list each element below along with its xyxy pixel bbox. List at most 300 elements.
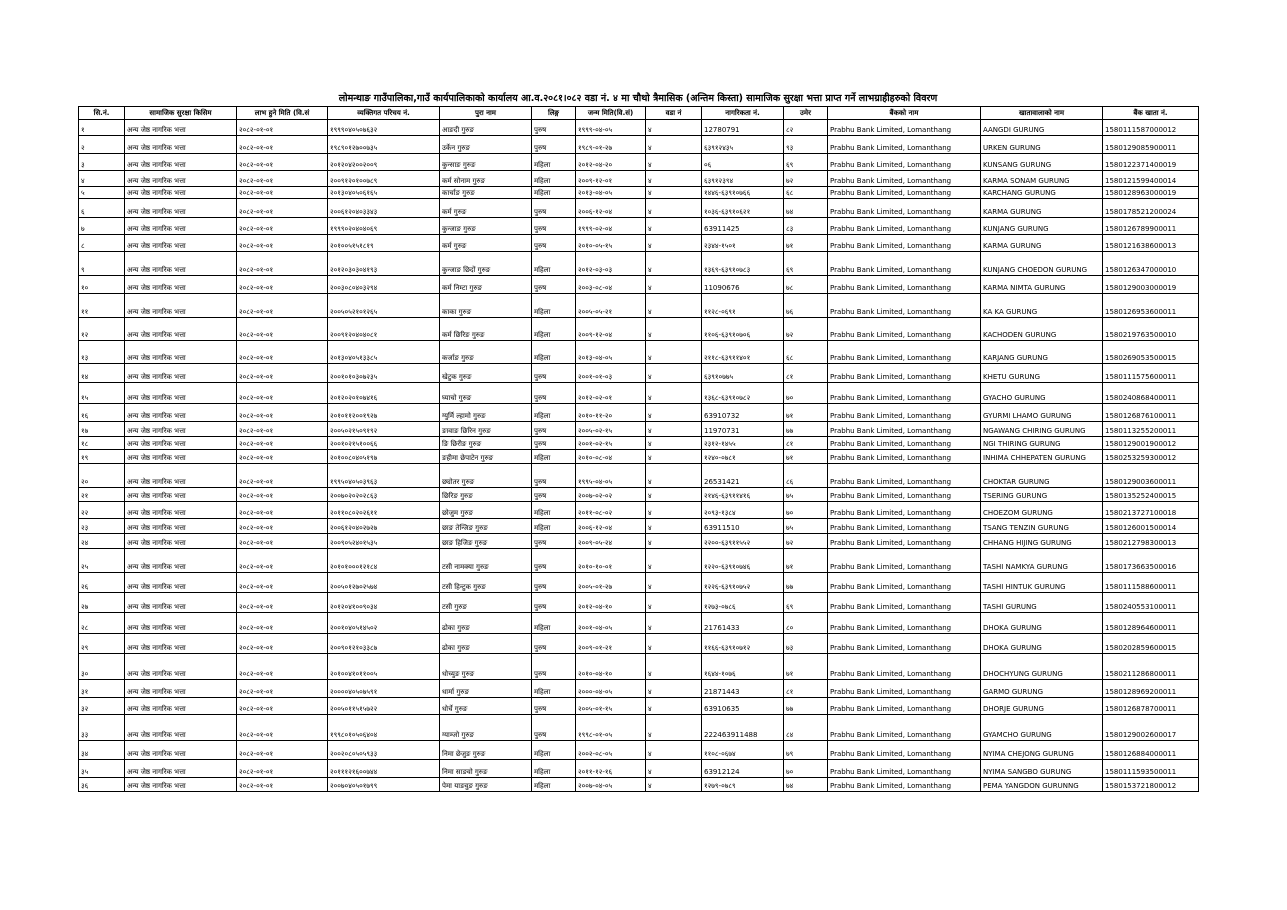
col-citizenship-cell: 63910635 <box>702 698 784 715</box>
table-row <box>79 778 1199 792</box>
col-bank-name-cell: Prabhu Bank Limited, Lomanthang <box>828 450 981 464</box>
col-citizenship-cell: १०३६-६३९१०६२१ <box>702 199 784 218</box>
col-birth-date-cell: १९९८-०१-०५ <box>576 715 646 741</box>
col-age-cell: ९३ <box>784 136 828 154</box>
table-row <box>79 120 1199 136</box>
col-account-holder-cell: AANGDI GURUNG <box>981 120 1103 136</box>
col-security-type-cell: अन्य जेष्ठ नागरिक भत्ता <box>125 383 237 404</box>
col-ward-cell: ४ <box>646 422 702 437</box>
table-row <box>79 252 1199 276</box>
col-personal-id-cell: २०१००४१०११००५ <box>328 654 440 680</box>
col-citizenship-cell: 21761433 <box>702 613 784 634</box>
col-ward-cell: ४ <box>646 171 702 187</box>
col-bank-name-cell: Prabhu Bank Limited, Lomanthang <box>828 519 981 534</box>
table-row <box>79 534 1199 549</box>
col-birth-date-cell: २०१०-०५-१५ <box>576 235 646 252</box>
col-bank-name-cell: Prabhu Bank Limited, Lomanthang <box>828 235 981 252</box>
col-bank-name-cell: Prabhu Bank Limited, Lomanthang <box>828 154 981 171</box>
col-benefit-date-cell: २०८२-०१-०१ <box>237 450 328 464</box>
col-benefit-date-cell: २०८२-०१-०१ <box>237 573 328 593</box>
col-bank-name-cell: Prabhu Bank Limited, Lomanthang <box>828 341 981 364</box>
col-account-number-cell: 1580135252400015 <box>1103 488 1199 502</box>
col-gender-cell: पुरुष <box>532 654 576 680</box>
col-gender-cell: महिला <box>532 519 576 534</box>
col-age-cell: ७० <box>784 502 828 519</box>
col-account-holder-cell: NYIMA SANGBO GURUNG <box>981 760 1103 778</box>
header-col-account-holder: खातावालाको नाम <box>981 107 1103 120</box>
col-personal-id-cell: २०१०११२००१९२७ <box>328 404 440 422</box>
col-ward-cell: ४ <box>646 654 702 680</box>
col-serial-cell: १९ <box>79 450 125 464</box>
table-row <box>79 549 1199 573</box>
header-col-age: उमेर <box>784 107 828 120</box>
col-personal-id-cell: १९९९०४०५०७६३२ <box>328 120 440 136</box>
col-citizenship-cell: २११८-६३९११४०१ <box>702 341 784 364</box>
col-ward-cell: ४ <box>646 519 702 534</box>
col-personal-id-cell: २००७०२०२०२८६३ <box>328 488 440 502</box>
col-account-holder-cell: KARMA SONAM GURUNG <box>981 171 1103 187</box>
col-security-type-cell: अन्य जेष्ठ नागरिक भत्ता <box>125 573 237 593</box>
col-age-cell: ७२ <box>784 171 828 187</box>
col-birth-date-cell: २००२-०८-०५ <box>576 741 646 760</box>
col-personal-id-cell: २०१२०२०१०७४१६ <box>328 383 440 404</box>
col-benefit-date-cell: २०८२-०१-०१ <box>237 437 328 450</box>
col-benefit-date-cell: २०८२-०१-०१ <box>237 760 328 778</box>
col-benefit-date-cell: २०८२-०१-०१ <box>237 778 328 792</box>
col-age-cell: ७१ <box>784 549 828 573</box>
col-serial-cell: २२ <box>79 502 125 519</box>
col-account-holder-cell: NYIMA CHEJONG GURUNG <box>981 741 1103 760</box>
col-age-cell: ६८ <box>784 341 828 364</box>
col-security-type-cell: अन्य जेष्ठ नागरिक भत्ता <box>125 778 237 792</box>
col-gender-cell: महिला <box>532 341 576 364</box>
col-bank-name-cell: Prabhu Bank Limited, Lomanthang <box>828 120 981 136</box>
table-row <box>79 593 1199 613</box>
col-citizenship-cell: ६३९१०७७५ <box>702 364 784 383</box>
col-security-type-cell: अन्य जेष्ठ नागरिक भत्ता <box>125 450 237 464</box>
col-full-name-cell: कर्म सोनाम गुरुङ <box>440 171 532 187</box>
col-ward-cell: ४ <box>646 741 702 760</box>
col-citizenship-cell: 11090676 <box>702 276 784 294</box>
col-serial-cell: २१ <box>79 488 125 502</box>
col-full-name-cell: धार्मा गुरुङ <box>440 680 532 698</box>
col-ward-cell: ४ <box>646 488 702 502</box>
col-account-number-cell: 1580129002600017 <box>1103 715 1199 741</box>
col-account-holder-cell: DHOKA GURUNG <box>981 613 1103 634</box>
col-full-name-cell: ढोका गुरुङ <box>440 613 532 634</box>
col-citizenship-cell: 63911510 <box>702 519 784 534</box>
col-birth-date-cell: १९८९-०१-२७ <box>576 136 646 154</box>
col-personal-id-cell: २००५०५२१०१२६५ <box>328 294 440 318</box>
col-bank-name-cell: Prabhu Bank Limited, Lomanthang <box>828 654 981 680</box>
col-account-holder-cell: TASHI HINTUK GURUNG <box>981 573 1103 593</box>
col-citizenship-cell: १६४४-१०७६ <box>702 654 784 680</box>
col-birth-date-cell: २००७-०४-०५ <box>576 778 646 792</box>
col-age-cell: ७८ <box>784 276 828 294</box>
col-benefit-date-cell: २०८२-०१-०१ <box>237 294 328 318</box>
col-birth-date-cell: २०१०-०८-०४ <box>576 450 646 464</box>
col-serial-cell: २५ <box>79 549 125 573</box>
col-benefit-date-cell: २०८२-०१-०१ <box>237 488 328 502</box>
col-birth-date-cell: २००३-०८-०४ <box>576 276 646 294</box>
col-citizenship-cell: १२४०-०७८१ <box>702 450 784 464</box>
col-benefit-date-cell: २०८२-०१-०१ <box>237 654 328 680</box>
col-security-type-cell: अन्य जेष्ठ नागरिक भत्ता <box>125 318 237 341</box>
col-birth-date-cell: २०१३-०४-०५ <box>576 341 646 364</box>
col-security-type-cell: अन्य जेष्ठ नागरिक भत्ता <box>125 341 237 364</box>
col-age-cell: ७२ <box>784 534 828 549</box>
col-serial-cell: ३१ <box>79 680 125 698</box>
col-gender-cell: महिला <box>532 450 576 464</box>
table-row <box>79 187 1199 199</box>
col-citizenship-cell: ११०८-०६७४ <box>702 741 784 760</box>
table-row <box>79 464 1199 488</box>
col-serial-cell: ११ <box>79 294 125 318</box>
col-account-holder-cell: CHHANG HIJING GURUNG <box>981 534 1103 549</box>
col-account-holder-cell: GARMO GURUNG <box>981 680 1103 698</box>
col-serial-cell: ८ <box>79 235 125 252</box>
col-age-cell: ६९ <box>784 252 828 276</box>
col-account-holder-cell: KACHODEN GURUNG <box>981 318 1103 341</box>
col-full-name-cell: ढोका गुरुङ <box>440 634 532 654</box>
col-ward-cell: ४ <box>646 698 702 715</box>
col-benefit-date-cell: २०८२-०१-०१ <box>237 613 328 634</box>
col-account-holder-cell: CHOEZOM GURUNG <box>981 502 1103 519</box>
col-security-type-cell: अन्य जेष्ठ नागरिक भत्ता <box>125 154 237 171</box>
col-birth-date-cell: २००५-०१-१५ <box>576 698 646 715</box>
table-row <box>79 741 1199 760</box>
col-age-cell: ८३ <box>784 218 828 235</box>
col-account-holder-cell: KARCHANG GURUNG <box>981 187 1103 199</box>
col-security-type-cell: अन्य जेष्ठ नागरिक भत्ता <box>125 741 237 760</box>
col-gender-cell: पुरुष <box>532 573 576 593</box>
col-gender-cell: महिला <box>532 502 576 519</box>
col-personal-id-cell: २००७०४०५०१७९९ <box>328 778 440 792</box>
col-serial-cell: २० <box>79 464 125 488</box>
col-account-holder-cell: DHOKA GURUNG <box>981 634 1103 654</box>
col-security-type-cell: अन्य जेष्ठ नागरिक भत्ता <box>125 276 237 294</box>
col-security-type-cell: अन्य जेष्ठ नागरिक भत्ता <box>125 199 237 218</box>
table-row <box>79 404 1199 422</box>
col-benefit-date-cell: २०८२-०१-०१ <box>237 502 328 519</box>
col-citizenship-cell: 63910732 <box>702 404 784 422</box>
col-benefit-date-cell: २०८२-०१-०१ <box>237 422 328 437</box>
col-account-holder-cell: PEMA YANGDON GURUNNG <box>981 778 1103 792</box>
col-citizenship-cell: ११६६-६३९१०७१२ <box>702 634 784 654</box>
col-serial-cell: १६ <box>79 404 125 422</box>
col-personal-id-cell: १९८९०१२७००७३५ <box>328 136 440 154</box>
col-security-type-cell: अन्य जेष्ठ नागरिक भत्ता <box>125 698 237 715</box>
col-gender-cell: पुरुष <box>532 634 576 654</box>
col-citizenship-cell: २१४६-६३९११४१६ <box>702 488 784 502</box>
col-bank-name-cell: Prabhu Bank Limited, Lomanthang <box>828 171 981 187</box>
col-benefit-date-cell: २०८२-०१-०१ <box>237 534 328 549</box>
col-benefit-date-cell: २०८२-०१-०१ <box>237 464 328 488</box>
col-age-cell: ८२ <box>784 120 828 136</box>
col-birth-date-cell: २००९-०५-२४ <box>576 534 646 549</box>
col-bank-name-cell: Prabhu Bank Limited, Lomanthang <box>828 760 981 778</box>
col-personal-id-cell: २००६१२०४०२७२७ <box>328 519 440 534</box>
col-personal-id-cell: २००३०८०४०३२९४ <box>328 276 440 294</box>
col-account-number-cell: 1580219763500010 <box>1103 318 1199 341</box>
col-gender-cell: पुरुष <box>532 437 576 450</box>
col-gender-cell: महिला <box>532 294 576 318</box>
col-serial-cell: ७ <box>79 218 125 235</box>
col-account-number-cell: 1580111575600011 <box>1103 364 1199 383</box>
col-bank-name-cell: Prabhu Bank Limited, Lomanthang <box>828 698 981 715</box>
col-serial-cell: ६ <box>79 199 125 218</box>
col-full-name-cell: ग्युर्मि ल्हामो गुरुङ <box>440 404 532 422</box>
col-serial-cell: २७ <box>79 593 125 613</box>
col-benefit-date-cell: २०८२-०१-०१ <box>237 318 328 341</box>
col-gender-cell: पुरुष <box>532 383 576 404</box>
col-ward-cell: ४ <box>646 613 702 634</box>
col-security-type-cell: अन्य जेष्ठ नागरिक भत्ता <box>125 422 237 437</box>
col-personal-id-cell: २००१०२१५१००६६ <box>328 437 440 450</box>
col-ward-cell: ४ <box>646 404 702 422</box>
col-account-holder-cell: DHOCHYUNG GURUNG <box>981 654 1103 680</box>
col-bank-name-cell: Prabhu Bank Limited, Lomanthang <box>828 502 981 519</box>
col-account-number-cell: 1580129085900011 <box>1103 136 1199 154</box>
col-ward-cell: ४ <box>646 294 702 318</box>
table-row <box>79 613 1199 634</box>
header-col-security-type: सामाजिक सुरक्षा किसिम <box>125 107 237 120</box>
col-personal-id-cell: २०११०८०२०२६११ <box>328 502 440 519</box>
col-ward-cell: ४ <box>646 573 702 593</box>
col-birth-date-cell: २००९-१२-०१ <box>576 171 646 187</box>
table-row <box>79 218 1199 235</box>
col-serial-cell: २९ <box>79 634 125 654</box>
col-personal-id-cell: २०१३०४०५१३३८५ <box>328 341 440 364</box>
col-benefit-date-cell: २०८२-०१-०१ <box>237 341 328 364</box>
col-bank-name-cell: Prabhu Bank Limited, Lomanthang <box>828 318 981 341</box>
col-gender-cell: पुरुष <box>532 364 576 383</box>
col-citizenship-cell: 63911425 <box>702 218 784 235</box>
col-citizenship-cell: १३६८-६३९१०७८२ <box>702 383 784 404</box>
col-personal-id-cell: २०१००५१५१८१९ <box>328 235 440 252</box>
col-gender-cell: महिला <box>532 318 576 341</box>
col-security-type-cell: अन्य जेष्ठ नागरिक भत्ता <box>125 218 237 235</box>
col-gender-cell: पुरुष <box>532 276 576 294</box>
col-benefit-date-cell: २०८२-०१-०१ <box>237 171 328 187</box>
col-full-name-cell: निमा साङवो गुरुङ <box>440 760 532 778</box>
col-gender-cell: पुरुष <box>532 422 576 437</box>
col-citizenship-cell: १३६९-६३९१०७८३ <box>702 252 784 276</box>
col-birth-date-cell: २००५-०५-२१ <box>576 294 646 318</box>
col-full-name-cell: ङि छिरीङ गुरुङ <box>440 437 532 450</box>
col-personal-id-cell: १९९९०२०४०४०६९ <box>328 218 440 235</box>
col-personal-id-cell: २००९१२०४०४०८१ <box>328 318 440 341</box>
col-personal-id-cell: २००१०१०३०७२३५ <box>328 364 440 383</box>
col-account-holder-cell: TSERING GURUNG <box>981 488 1103 502</box>
col-personal-id-cell: २००९१२०१००७८९ <box>328 171 440 187</box>
col-account-number-cell: 1580269053500015 <box>1103 341 1199 364</box>
col-security-type-cell: अन्य जेष्ठ नागरिक भत्ता <box>125 634 237 654</box>
col-citizenship-cell: २०९३-१३८४ <box>702 502 784 519</box>
col-bank-name-cell: Prabhu Bank Limited, Lomanthang <box>828 383 981 404</box>
col-serial-cell: २८ <box>79 613 125 634</box>
col-full-name-cell: ङावाङ छिरिन गुरुङ <box>440 422 532 437</box>
col-personal-id-cell: २००९०५२४०१५३५ <box>328 534 440 549</box>
col-age-cell: ८० <box>784 613 828 634</box>
col-full-name-cell: कर्जाङ गुरुङ <box>440 341 532 364</box>
col-serial-cell: १४ <box>79 364 125 383</box>
col-birth-date-cell: १९९९-०२-०४ <box>576 218 646 235</box>
col-bank-name-cell: Prabhu Bank Limited, Lomanthang <box>828 573 981 593</box>
col-bank-name-cell: Prabhu Bank Limited, Lomanthang <box>828 715 981 741</box>
col-account-holder-cell: KHETU GURUNG <box>981 364 1103 383</box>
col-account-holder-cell: KUNJANG GURUNG <box>981 218 1103 235</box>
table-row <box>79 573 1199 593</box>
col-security-type-cell: अन्य जेष्ठ नागरिक भत्ता <box>125 294 237 318</box>
header-col-personal-id: व्यक्तिगत परिचय नं. <box>328 107 440 120</box>
col-account-number-cell: 1580129001900012 <box>1103 437 1199 450</box>
col-gender-cell: पुरुष <box>532 120 576 136</box>
col-birth-date-cell: २०१३-०४-०५ <box>576 187 646 199</box>
col-account-holder-cell: KARJANG GURUNG <box>981 341 1103 364</box>
col-ward-cell: ४ <box>646 383 702 404</box>
col-full-name-cell: छाङ तेन्जिङ गुरुङ <box>440 519 532 534</box>
col-serial-cell: १५ <box>79 383 125 404</box>
table-row <box>79 654 1199 680</box>
col-age-cell: ७७ <box>784 422 828 437</box>
col-age-cell: ८१ <box>784 364 828 383</box>
col-serial-cell: ३५ <box>79 760 125 778</box>
table-row <box>79 502 1199 519</box>
col-ward-cell: ४ <box>646 549 702 573</box>
table-header-row <box>79 107 1199 120</box>
col-full-name-cell: छ्योतर गुरुङ <box>440 464 532 488</box>
col-age-cell: ७६ <box>784 294 828 318</box>
col-account-number-cell: 1580126878700011 <box>1103 698 1199 715</box>
col-gender-cell: महिला <box>532 404 576 422</box>
col-full-name-cell: छोजुम गुरुङ <box>440 502 532 519</box>
col-serial-cell: ४ <box>79 171 125 187</box>
col-citizenship-cell: १२२६-६३९१०७५२ <box>702 573 784 593</box>
col-full-name-cell: काका गुरुङ <box>440 294 532 318</box>
col-serial-cell: ३० <box>79 654 125 680</box>
col-security-type-cell: अन्य जेष्ठ नागरिक भत्ता <box>125 534 237 549</box>
table-row <box>79 294 1199 318</box>
col-gender-cell: महिला <box>532 187 576 199</box>
col-personal-id-cell: १९९८०१०५०६४०४ <box>328 715 440 741</box>
col-account-number-cell: 1580126347000010 <box>1103 252 1199 276</box>
col-age-cell: ८६ <box>784 464 828 488</box>
col-serial-cell: ९ <box>79 252 125 276</box>
col-birth-date-cell: २००१-०१-०३ <box>576 364 646 383</box>
table-row <box>79 154 1199 171</box>
table-row <box>79 383 1199 404</box>
col-gender-cell: पुरुष <box>532 593 576 613</box>
col-account-holder-cell: DHORJE GURUNG <box>981 698 1103 715</box>
col-benefit-date-cell: २०८२-०१-०१ <box>237 235 328 252</box>
col-bank-name-cell: Prabhu Bank Limited, Lomanthang <box>828 593 981 613</box>
col-gender-cell: पुरुष <box>532 464 576 488</box>
col-personal-id-cell: २००१०४०५१४५०२ <box>328 613 440 634</box>
col-age-cell: ७२ <box>784 318 828 341</box>
col-bank-name-cell: Prabhu Bank Limited, Lomanthang <box>828 364 981 383</box>
col-personal-id-cell: २००६१२०४०३३४३ <box>328 199 440 218</box>
col-ward-cell: ४ <box>646 593 702 613</box>
col-account-number-cell: 1580253259300012 <box>1103 450 1199 464</box>
col-birth-date-cell: २००६-१२-०४ <box>576 199 646 218</box>
col-account-number-cell: 1580212798300013 <box>1103 534 1199 549</box>
col-full-name-cell: धोर्चे गुरुङ <box>440 698 532 715</box>
col-age-cell: ७० <box>784 760 828 778</box>
col-gender-cell: पुरुष <box>532 549 576 573</box>
col-full-name-cell: पेमा याङवुङ गुरुङ <box>440 778 532 792</box>
col-age-cell: ८१ <box>784 437 828 450</box>
col-security-type-cell: अन्य जेष्ठ नागरिक भत्ता <box>125 519 237 534</box>
col-age-cell: ७७ <box>784 698 828 715</box>
col-account-number-cell: 1580111588600011 <box>1103 573 1199 593</box>
col-security-type-cell: अन्य जेष्ठ नागरिक भत्ता <box>125 404 237 422</box>
col-account-holder-cell: KARMA GURUNG <box>981 235 1103 252</box>
document-title: लोमन्थाङ गाउँपालिका,गाउँ कार्यपालिकाको कार्यालय आ.व.२०८१।०८२ वडा नं. ४ मा चौथो त्रैमासिक (अन्तिम किस्ता) सामाजिक सुरक्षा भत्ता प्राप्त गर्ने लाभग्राहीहरुको विवरण <box>338 93 938 104</box>
col-citizenship-cell: १२२०-६३९१०७४६ <box>702 549 784 573</box>
col-account-number-cell: 1580213727100018 <box>1103 502 1199 519</box>
col-benefit-date-cell: २०८२-०१-०१ <box>237 519 328 534</box>
col-birth-date-cell: २०१२-०२-०१ <box>576 383 646 404</box>
col-security-type-cell: अन्य जेष्ठ नागरिक भत्ता <box>125 488 237 502</box>
col-account-holder-cell: KARMA GURUNG <box>981 199 1103 218</box>
col-serial-cell: २३ <box>79 519 125 534</box>
col-citizenship-cell: ६३९१२४३५ <box>702 136 784 154</box>
col-ward-cell: ४ <box>646 136 702 154</box>
col-benefit-date-cell: २०८२-०१-०१ <box>237 364 328 383</box>
col-ward-cell: ४ <box>646 760 702 778</box>
col-full-name-cell: उर्केन गुरुङ <box>440 136 532 154</box>
col-full-name-cell: कर्म निम्टा गुरुङ <box>440 276 532 294</box>
col-full-name-cell: खेटुक गुरुङ <box>440 364 532 383</box>
table-row <box>79 422 1199 437</box>
col-gender-cell: पुरुष <box>532 698 576 715</box>
col-account-number-cell: 1580129003600011 <box>1103 464 1199 488</box>
col-birth-date-cell: १९९९-०४-०५ <box>576 120 646 136</box>
col-full-name-cell: ङहीमा छेपाटेन गुरुङ <box>440 450 532 464</box>
col-security-type-cell: अन्य जेष्ठ नागरिक भत्ता <box>125 437 237 450</box>
header-col-serial: सि.नं. <box>79 107 125 120</box>
col-account-number-cell: 1580128963000019 <box>1103 187 1199 199</box>
col-account-holder-cell: GYURMI LHAMO GURUNG <box>981 404 1103 422</box>
col-account-holder-cell: TSANG TENZIN GURUNG <box>981 519 1103 534</box>
col-ward-cell: ४ <box>646 502 702 519</box>
col-bank-name-cell: Prabhu Bank Limited, Lomanthang <box>828 464 981 488</box>
col-benefit-date-cell: २०८२-०१-०१ <box>237 120 328 136</box>
col-ward-cell: ४ <box>646 680 702 698</box>
col-full-name-cell: टसी हिन्टुक गुरुङ <box>440 573 532 593</box>
col-full-name-cell: धोच्युङ गुरुङ <box>440 654 532 680</box>
col-serial-cell: १० <box>79 276 125 294</box>
col-account-holder-cell: KUNJANG CHOEDON GURUNG <box>981 252 1103 276</box>
table-row <box>79 450 1199 464</box>
col-ward-cell: ४ <box>646 364 702 383</box>
col-ward-cell: ४ <box>646 318 702 341</box>
col-personal-id-cell: १९९५०४०५०३९६३ <box>328 464 440 488</box>
col-benefit-date-cell: २०८२-०१-०१ <box>237 252 328 276</box>
col-gender-cell: महिला <box>532 760 576 778</box>
header-col-ward: वडा नं <box>646 107 702 120</box>
col-bank-name-cell: Prabhu Bank Limited, Lomanthang <box>828 187 981 199</box>
col-serial-cell: ३ <box>79 154 125 171</box>
table-row <box>79 235 1199 252</box>
col-serial-cell: १३ <box>79 341 125 364</box>
col-gender-cell: महिला <box>532 252 576 276</box>
col-personal-id-cell: २००००४०५०७५९१ <box>328 680 440 698</box>
col-security-type-cell: अन्य जेष्ठ नागरिक भत्ता <box>125 549 237 573</box>
table-row <box>79 318 1199 341</box>
col-ward-cell: ४ <box>646 154 702 171</box>
